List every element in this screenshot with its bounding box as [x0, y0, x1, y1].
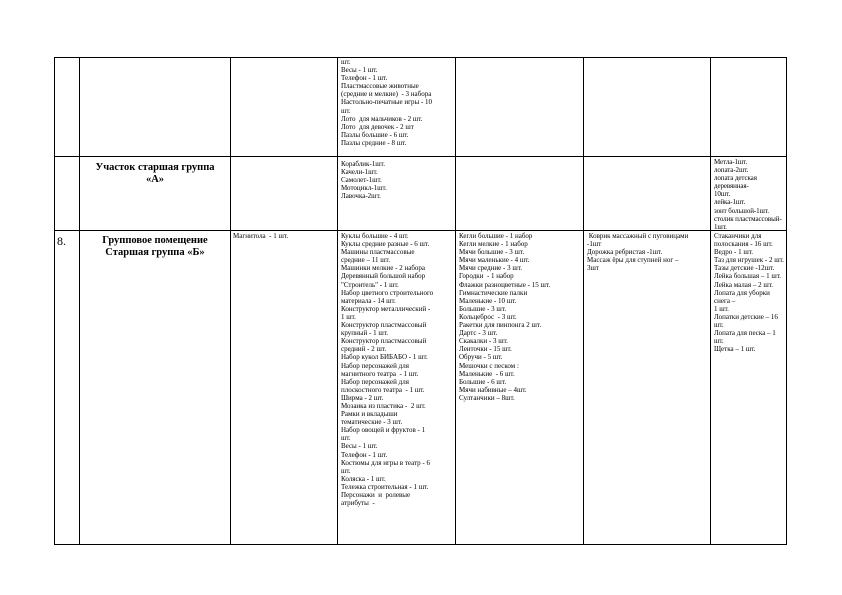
- list-item: Ленточки - 15 шт.: [459, 345, 512, 354]
- list-item: крупный - 1 шт.: [341, 329, 389, 338]
- list-item: Настольно-печатные игры - 10: [341, 98, 433, 107]
- row2-toys-cell: [341, 160, 453, 200]
- list-item: средний - 2 шт.: [341, 345, 387, 354]
- list-item: Лопата для песка – 1 шт.: [714, 329, 778, 346]
- section-title-line: Групповое помещение: [102, 235, 208, 246]
- section-title-line: «А»: [145, 174, 165, 185]
- list-item: Лейка большая – 1 шт.: [714, 272, 781, 281]
- list-item: Мячи большие - 3 шт.: [459, 248, 525, 257]
- list-item: Конструктор пластмассовый: [341, 337, 427, 346]
- list-item: Ширма - 2 шт.: [341, 393, 384, 402]
- table-bottom-border: [54, 544, 787, 545]
- list-item: Магнитола - 1 шт.: [233, 232, 289, 240]
- list-item: Лавочка-2шт.: [341, 192, 381, 201]
- list-item: Лопатки детские – 16 шт.: [714, 312, 780, 330]
- list-item: Гимнастические палки: [459, 288, 528, 297]
- list-item: Стаканчики для: [714, 232, 762, 240]
- list-item: столик пластмассовый-: [714, 214, 782, 223]
- column-divider: [79, 57, 80, 545]
- list-item: Куклы средние разные - 6 шт.: [341, 240, 430, 249]
- list-item: Обручи - 5 шт.: [459, 353, 503, 362]
- list-item: Тележка строительная - 1 шт.: [341, 482, 429, 491]
- row3-section-title: [81, 235, 229, 259]
- list-item: лопата детская деревянная-: [714, 174, 759, 191]
- list-item: Деревянный большой набор: [341, 272, 426, 281]
- row3-health-cell: [587, 232, 709, 272]
- list-item: Кегли мелкие - 1 набор: [459, 240, 528, 249]
- column-divider: [583, 57, 584, 545]
- list-item: Мозаика из пластика - 2 шт.: [341, 401, 426, 410]
- row3-tech-cell: [233, 232, 335, 240]
- column-divider: [710, 57, 711, 545]
- list-item: Метла-1шт.: [714, 158, 748, 166]
- list-item: Кораблик-1шт.: [341, 160, 385, 168]
- list-item: Набор персонажей для: [341, 377, 409, 386]
- list-item: Пазлы большие - 6 шт.: [341, 130, 409, 139]
- list-item: Флажки разноцветные - 15 шт.: [459, 280, 551, 289]
- list-item: Маленькие - 10 шт.: [459, 296, 517, 305]
- column-divider: [786, 57, 787, 545]
- list-item: (средние и мелкие) - 3 набора: [341, 90, 432, 99]
- list-item: Тазы детские -12шт.: [714, 264, 775, 273]
- list-item: Набор цветного строительного: [341, 288, 434, 297]
- list-item: Маленькие - 6 шт.: [459, 369, 515, 378]
- list-item: средние – 11 шт.: [341, 256, 390, 265]
- list-item: Машинки мелкие - 2 набора: [341, 264, 425, 273]
- list-item: полоскания - 16 шт.: [714, 240, 773, 249]
- list-item: Весы - 1 шт.: [341, 442, 378, 451]
- list-item: Куклы большие - 4 шт.: [341, 232, 409, 240]
- list-item: Набор овощей и фруктов - 1: [341, 426, 426, 435]
- list-item: Скакалки - 3 шт.: [459, 337, 508, 346]
- list-item: Кегли большие - 1 набор: [459, 232, 533, 240]
- list-item: материала - 14 шт.: [341, 296, 396, 305]
- list-item: лопата-2шт.: [714, 166, 749, 175]
- list-item: Дорожка ребристая -1шт.: [587, 248, 663, 257]
- list-item: 3шт: [587, 264, 599, 273]
- list-item: 1 шт.: [714, 304, 729, 313]
- list-item: лейка-1шт.: [714, 198, 746, 207]
- row3-toys-cell: [341, 232, 453, 507]
- row1-toys-cell: [341, 58, 453, 147]
- list-item: Мотоцикл-1шт.: [341, 184, 387, 193]
- list-item: Мячи набивные – 4шт.: [459, 385, 527, 394]
- list-item: шт.: [341, 106, 351, 115]
- section-title-line: Старшая группа «Б»: [105, 247, 205, 258]
- list-item: тематические - 3 шт.: [341, 418, 403, 427]
- list-item: Конструктор металлический -: [341, 304, 431, 313]
- list-item: Мешочки с песком :: [459, 361, 519, 370]
- list-item: 1 шт.: [341, 312, 356, 321]
- list-item: Набор персонажей для: [341, 361, 409, 370]
- list-item: Коляска - 1 шт.: [341, 474, 386, 483]
- list-item: шт.: [341, 58, 351, 66]
- list-item: Телефон - 1 шт.: [341, 450, 388, 459]
- list-item: Большие - 6 шт.: [459, 377, 507, 386]
- list-item: Кольцеброс - 3 шт.: [459, 312, 517, 321]
- list-item: Рамки и вкладыши: [341, 410, 398, 419]
- list-item: Таз для игрушек - 2 шт.: [714, 256, 784, 265]
- section-title-line: Участок старшая группа: [95, 162, 215, 173]
- list-item: "Строитель" - 1 шт.: [341, 280, 399, 289]
- list-item: Султанчики – 8шт.: [459, 393, 515, 402]
- row2-section-title: [81, 162, 229, 186]
- list-item: Персонажи и ролевые: [341, 491, 411, 499]
- row2-work-cell: [714, 158, 786, 231]
- list-item: Щетка – 1 шт.: [714, 345, 756, 354]
- list-item: Набор кукол БИБАБО - 1 шт.: [341, 353, 428, 362]
- list-item: Конструктор пластмассовый: [341, 321, 427, 330]
- list-item: зонт большой-1шт.: [714, 206, 769, 215]
- list-item: шт.: [341, 434, 351, 443]
- list-item: Лото для мальчиков - 2 шт.: [341, 114, 423, 123]
- list-item: Городки - 1 набор: [459, 272, 514, 281]
- list-item: Костюмы для игры в театр - 6: [341, 458, 430, 467]
- row-number: 8.: [57, 234, 66, 248]
- list-item: плоскостного театра - 1 шт.: [341, 385, 425, 394]
- list-item: шт.: [341, 466, 351, 475]
- list-item: 10шт.: [714, 190, 731, 199]
- row-divider: [54, 156, 787, 157]
- column-divider: [54, 57, 55, 545]
- list-item: Качели-1шт.: [341, 168, 378, 177]
- list-item: -1шт: [587, 240, 602, 249]
- list-item: Пазлы средние - 8 шт.: [341, 138, 407, 147]
- list-item: Пластмассовые животные: [341, 82, 419, 91]
- list-item: Телефон - 1 шт.: [341, 74, 388, 83]
- list-item: Лейка малая – 2 шт.: [714, 280, 773, 289]
- list-item: Ведро - 1 шт.: [714, 248, 753, 257]
- column-divider: [230, 57, 231, 545]
- list-item: Самолет-1шт.: [341, 176, 382, 185]
- list-item: Массаж ёры для ступней ног –: [587, 256, 679, 265]
- list-item: Машины пластмассовые: [341, 248, 415, 257]
- list-item: магнитного театра - 1 шт.: [341, 369, 419, 378]
- column-divider: [455, 57, 456, 545]
- row3-work-cell: [714, 232, 786, 353]
- list-item: 1шт.: [714, 222, 727, 231]
- list-item: Коврик массажный с пуговицами: [587, 232, 689, 240]
- list-item: Лото для девочек - 2 шт: [341, 122, 414, 131]
- list-item: Весы - 1 шт.: [341, 66, 378, 75]
- row3-sport-cell: [459, 232, 581, 402]
- row-divider: [54, 230, 787, 231]
- list-item: Мячи маленькие - 4 шт.: [459, 256, 530, 265]
- list-item: Мячи средние - 3 шт.: [459, 264, 522, 273]
- list-item: Лопата для уборки снега –: [714, 288, 772, 305]
- column-divider: [337, 57, 338, 545]
- list-item: Дартс - 3 шт.: [459, 329, 498, 338]
- list-item: атрибуты -: [341, 499, 375, 508]
- list-item: Большие - 3 шт.: [459, 304, 507, 313]
- list-item: Ракетки для пинпонга 2 шт.: [459, 321, 542, 330]
